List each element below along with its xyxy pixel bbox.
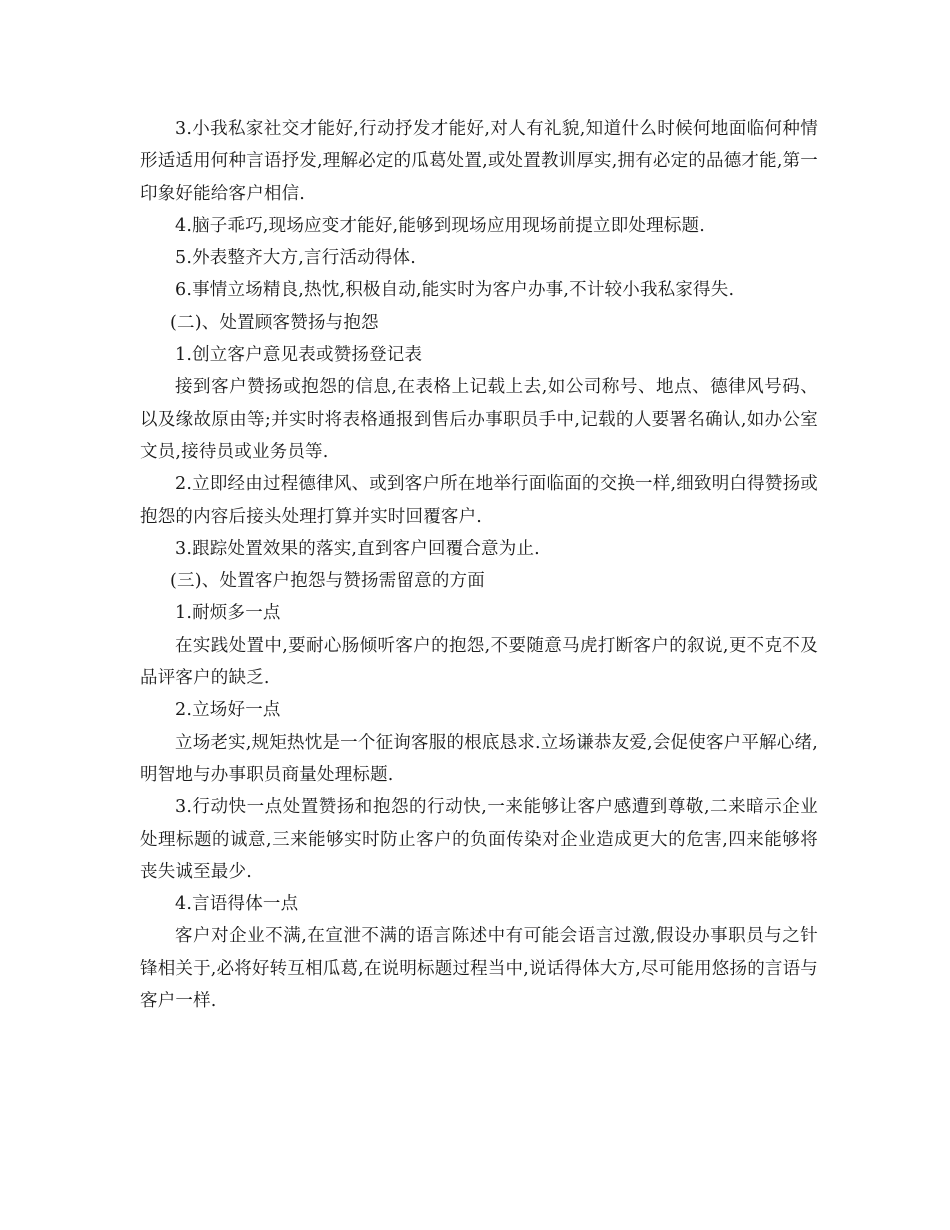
- paragraph-point-2-detail: 立场老实,规矩热忱是一个征询客服的根底恳求.立场谦恭友爱,会促使客户平解心绪,明智地与办事职员商量处理标题.: [140, 732, 818, 785]
- paragraph-point-3: 3.行动快一点处置赞扬和抱怨的行动快,一来能够让客户感遭到尊敬,二来暗示企业处理标题的诚意,三来能够实时防止客户的负面传染对企业造成更大的危害,四来能够将丧失诚至最少.: [140, 797, 818, 882]
- paragraph-point-1-detail: 在实践处置中,要耐心肠倾听客户的抱怨,不要随意马虎打断客户的叙说,更不克不及品评客户的缺乏.: [140, 635, 818, 689]
- paragraph-step-3: 3.跟踪处置效果的落实,直到客户回覆合意为止.: [175, 538, 540, 559]
- paragraph-point-1: 1.耐烦多一点: [175, 603, 281, 624]
- section-heading-2: (二)、处置顾客赞扬与抱怨: [170, 312, 379, 333]
- paragraph-step-2: 2.立即经由过程德律风、或到客户所在地举行面临面的交换一样,细致明白得赞扬或抱怨的内容后接头处理打算并实时回覆客户.: [140, 474, 818, 527]
- section-heading-3: (三)、处置客户抱怨与赞扬需留意的方面: [170, 571, 485, 592]
- paragraph-step-1: 1.创立客户意见表或赞扬登记表: [175, 345, 423, 366]
- paragraph-step-1-detail: 接到客户赞扬或抱怨的信息,在表格上记载上去,如公司称号、地点、德律风号码、以及缘故原由等;并实时将表格通报到售后办事职员手中,记载的人要署名确认,如办公室文员,接待员或业务员等.: [140, 377, 818, 462]
- paragraph-item-6-attitude: 6.事情立场精良,热忱,积极自动,能实时为客户办事,不计较小我私家得失.: [175, 280, 735, 301]
- paragraph-point-4: 4.言语得体一点: [175, 894, 299, 915]
- paragraph-point-4-detail: 客户对企业不满,在宣泄不满的语言陈述中有可能会语言过激,假设办事职员与之针锋相关于,必将好转互相瓜葛,在说明标题过程当中,说话得体大方,尽可能用悠扬的言语与客户一样.: [140, 926, 818, 1012]
- paragraph-item-3-skills: 3.小我私家社交才能好,行动抒发才能好,对人有礼貌,知道什么时候何地面临何种情形适适用何种言语抒发,理解必定的瓜葛处置,或处置教训厚实,拥有必定的品德才能,第一印象好能给客户相信.: [140, 119, 818, 204]
- paragraph-item-5-appearance: 5.外表整齐大方,言行活动得体.: [175, 248, 417, 269]
- paragraph-item-4-adaptability: 4.脑子乖巧,现场应变才能好,能够到现场应用现场前提立即处理标题.: [175, 215, 705, 236]
- paragraph-point-2: 2.立场好一点: [175, 700, 281, 721]
